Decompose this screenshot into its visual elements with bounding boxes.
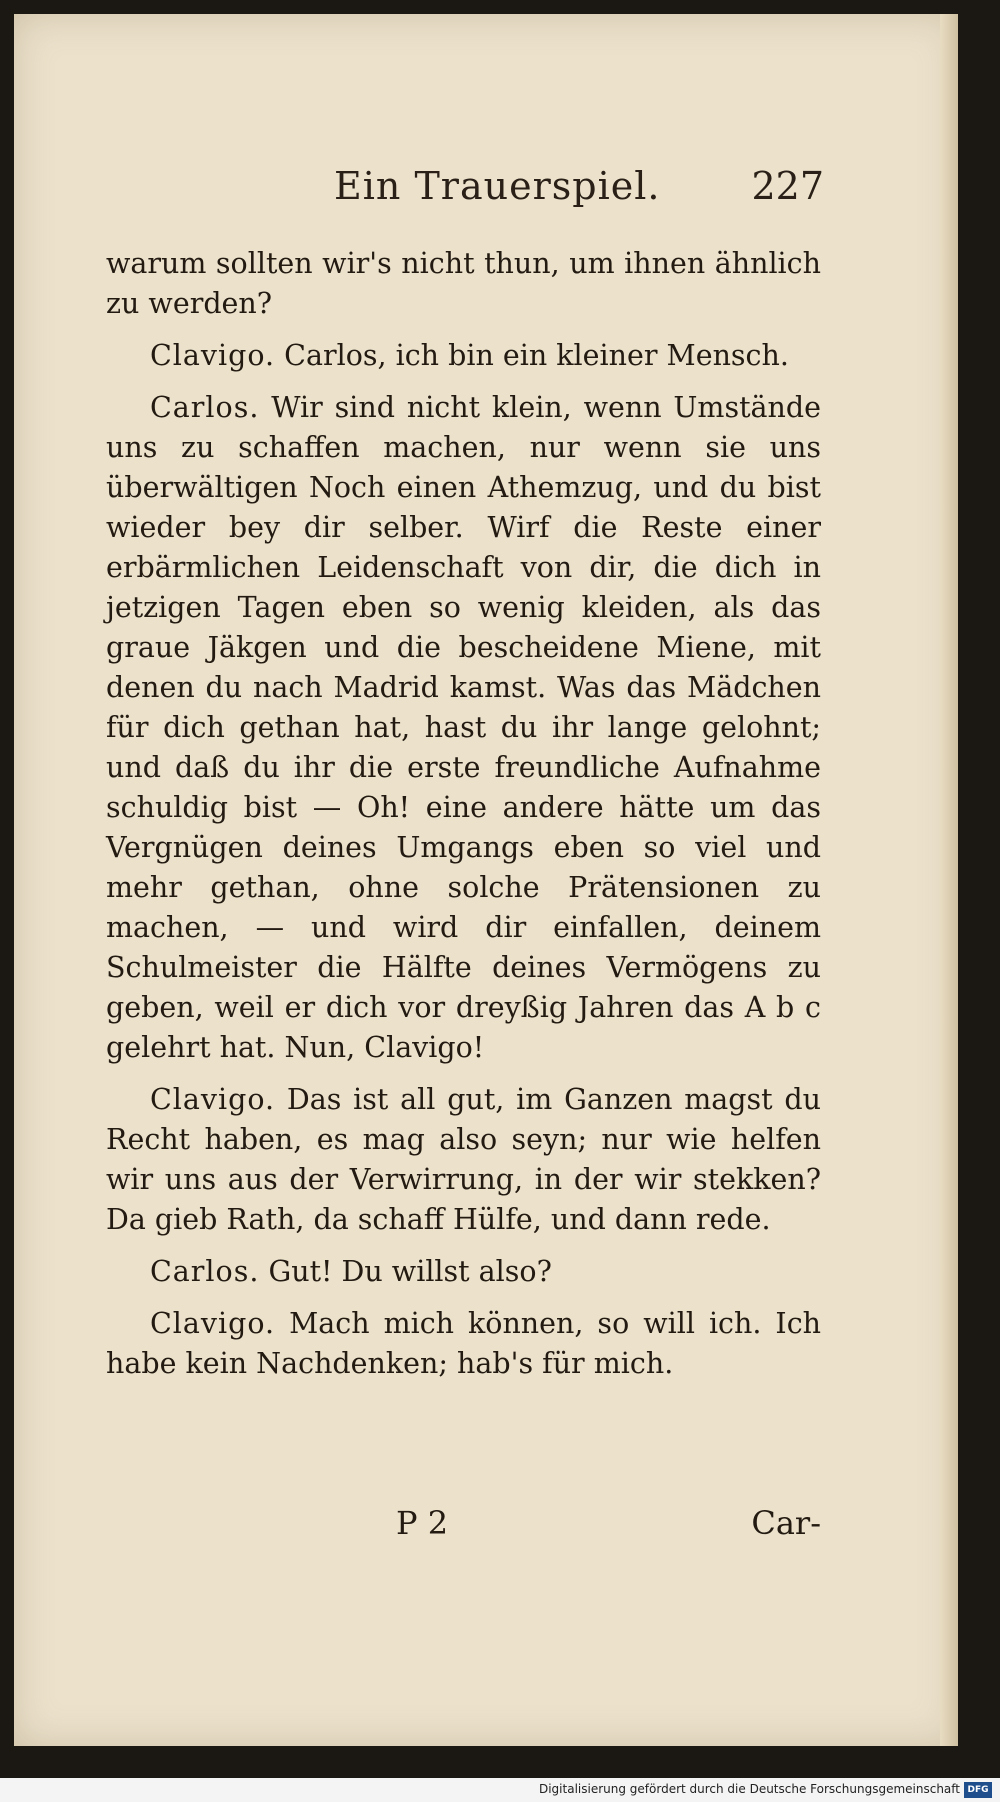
paragraph-text: Mach mich können, so will ich. Ich habe kein Nachdenken; hab's für mich. — [106, 1307, 822, 1380]
paragraph — [106, 1304, 821, 1384]
paragraph-text: Das ist all gut, im Ganzen magst du Recht haben, es mag also seyn; nur wie helfen wir uns aus der Verwirrung, in der wir stekken? Da gieb Rath, da schaff Hülfe, und dann rede. — [106, 1083, 821, 1236]
paragraph — [106, 244, 821, 324]
paragraph-text: Carlos, ich bin ein kleiner Mensch. — [284, 339, 789, 372]
paragraph-text: warum sollten wir's nicht thun, um ihnen ähnlich zu werden? — [106, 247, 821, 320]
speaker-name: Clavigo. — [150, 1307, 276, 1340]
paragraph — [106, 1080, 821, 1240]
dfg-logo-icon: DFG — [964, 1782, 992, 1798]
page-number: 227 — [751, 164, 824, 208]
speaker-name: Clavigo. — [150, 1083, 276, 1116]
paragraph — [106, 336, 821, 376]
credit-text: Digitalisierung gefördert durch die Deutsche Forschungsgemeinschaft — [538, 1782, 960, 1796]
paragraph-text: Wir sind nicht klein, wenn Umstände uns zu schaffen machen, nur wenn sie uns überwältigen Noch einen Athemzug, und du bist wieder bey dir selber. Wirf die Reste einer erbärmlichen Leidenschaft von dir, die dich in jetzigen Tagen eben so wenig kleiden, als das graue Jäkgen und die bescheidene Miene, mit denen du nach Madrid kamst. Was das Mädchen für dich gethan hat, hast du ihr lange gelohnt; und daß du ihr die erste freundliche Aufnahme schuldig bist — Oh! eine andere hätte um das Vergnügen deines Umgangs eben so viel und mehr gethan, ohne solche Prätensionen zu machen, — und wird dir einfallen, deinem Schulmeister die Hälfte deines Vermögens zu geben, weil er dich vor dreyßig Jahren das A b c gelehrt hat. Nun, Clavigo! — [106, 391, 821, 1064]
page-edge — [940, 14, 958, 1746]
paragraph — [106, 1252, 821, 1292]
body-text — [106, 244, 821, 1396]
speaker-name: Clavigo. — [150, 339, 276, 372]
book-page — [14, 14, 958, 1746]
catchword: Car- — [751, 1504, 821, 1542]
speaker-name: Carlos. — [150, 391, 260, 424]
running-title: Ein Trauerspiel. — [334, 164, 661, 208]
paragraph-text: Gut! Du willst also? — [268, 1255, 552, 1288]
paragraph — [106, 388, 821, 1068]
credit-bar — [0, 1778, 1000, 1802]
speaker-name: Carlos. — [150, 1255, 260, 1288]
page-header — [334, 164, 824, 224]
page-footer — [106, 1504, 821, 1554]
signature-mark: P 2 — [396, 1504, 449, 1542]
